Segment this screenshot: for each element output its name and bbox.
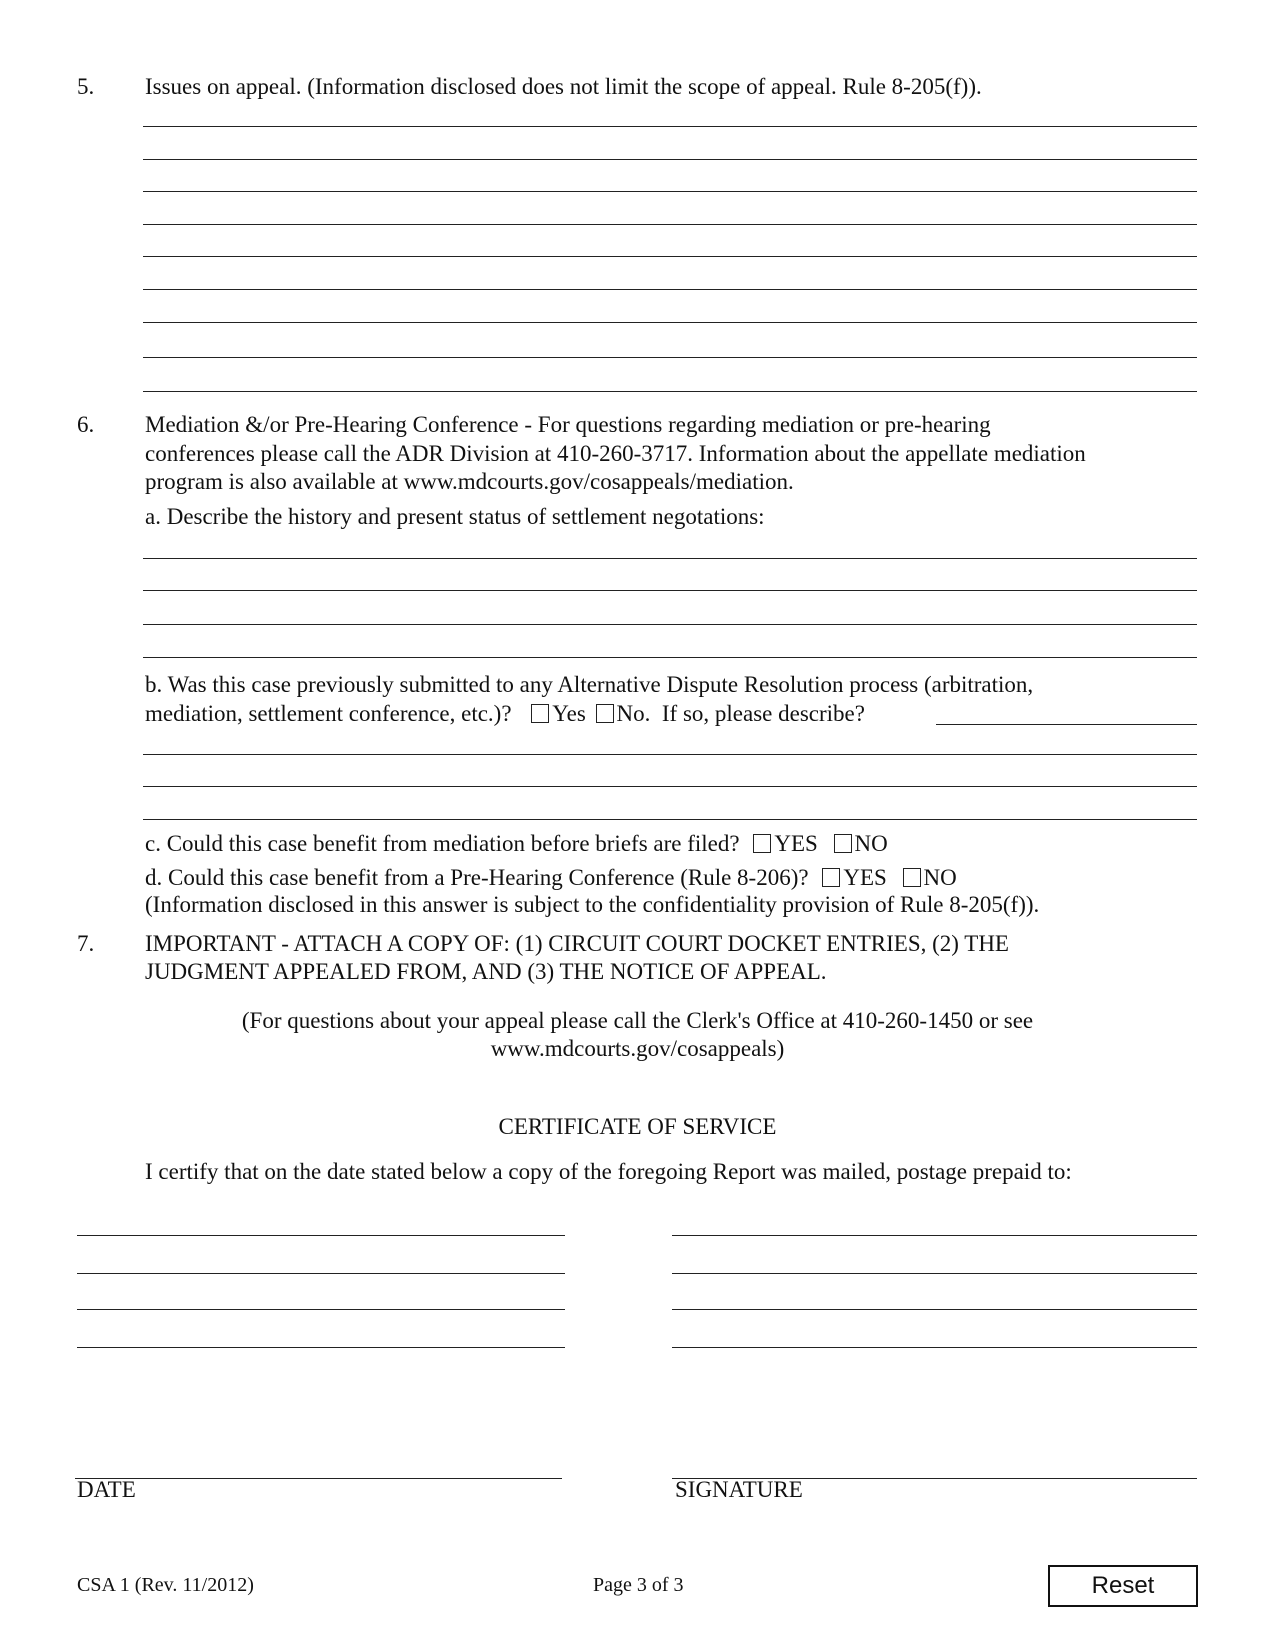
adr-yes-checkbox[interactable] bbox=[531, 704, 549, 723]
item-6-line: program is also available at www.mdcourts.gov/cosappeals/mediation. bbox=[145, 469, 794, 494]
item-6c-label: c. Could this case benefit from mediation before briefs are filed? bbox=[145, 831, 740, 856]
date-label: DATE bbox=[77, 1477, 136, 1502]
adr-describe-field[interactable] bbox=[936, 724, 1197, 725]
conference-yes-checkbox[interactable] bbox=[822, 868, 840, 887]
conference-no-label: NO bbox=[923, 865, 957, 890]
item-7-line1: IMPORTANT - ATTACH A COPY OF: (1) CIRCUIT COURT DOCKET ENTRIES, (2) THE bbox=[145, 931, 1009, 956]
conference-no-checkbox[interactable] bbox=[903, 868, 921, 887]
reset-button[interactable]: Reset bbox=[1048, 1565, 1198, 1607]
item-6d-label: d. Could this case benefit from a Pre-Hearing Conference (Rule 8-206)? bbox=[145, 865, 809, 890]
mediation-no-label: NO bbox=[854, 831, 888, 856]
item-5-number: 5. bbox=[77, 74, 95, 99]
signature-label: SIGNATURE bbox=[675, 1477, 803, 1502]
adr-describe-label: If so, please describe? bbox=[661, 701, 865, 726]
questions-line2: www.mdcourts.gov/cosappeals) bbox=[490, 1036, 785, 1061]
certificate-text: I certify that on the date stated below a copy of the foregoing Report was mailed, postage prepaid to: bbox=[145, 1159, 1072, 1184]
form-id: CSA 1 (Rev. 11/2012) bbox=[77, 1574, 254, 1596]
conference-yes-label: YES bbox=[843, 865, 887, 890]
certificate-title: CERTIFICATE OF SERVICE bbox=[498, 1114, 777, 1139]
item-6b-prefix: mediation, settlement conference, etc.)? bbox=[145, 701, 512, 726]
item-6b-line2 bbox=[145, 700, 865, 728]
item-7-number: 7. bbox=[77, 931, 95, 956]
item-6-number: 6. bbox=[77, 412, 95, 437]
mediation-yes-label: YES bbox=[774, 831, 818, 856]
item-6b-line1: b. Was this case previously submitted to any Alternative Dispute Resolution process (arbitration, bbox=[145, 672, 1034, 697]
item-6d-note: (Information disclosed in this answer is subject to the confidentiality provision of Rule 8-205(f)). bbox=[145, 892, 1040, 917]
date-field[interactable] bbox=[75, 1478, 562, 1479]
questions-line1: (For questions about your appeal please call the Clerk's Office at 410-260-1450 or see bbox=[241, 1008, 1034, 1033]
page-number: Page 3 of 3 bbox=[593, 1574, 684, 1596]
item-6-line: conferences please call the ADR Division at 410-260-3717. Information about the appellate mediation bbox=[145, 441, 1086, 466]
item-7-line2: JUDGMENT APPEALED FROM, AND (3) THE NOTICE OF APPEAL. bbox=[145, 959, 827, 984]
adr-no-label: No. bbox=[616, 701, 651, 726]
item-5-label: Issues on appeal. (Information disclosed does not limit the scope of appeal. Rule 8-205(f)). bbox=[145, 74, 982, 99]
adr-no-checkbox[interactable] bbox=[596, 704, 614, 723]
adr-yes-label: Yes bbox=[552, 701, 586, 726]
mediation-yes-checkbox[interactable] bbox=[753, 834, 771, 853]
item-6a-label: a. Describe the history and present status of settlement negotations: bbox=[145, 504, 765, 529]
item-6-line: Mediation &/or Pre-Hearing Conference - For questions regarding mediation or pre-hearing bbox=[145, 412, 991, 437]
mediation-no-checkbox[interactable] bbox=[834, 834, 852, 853]
